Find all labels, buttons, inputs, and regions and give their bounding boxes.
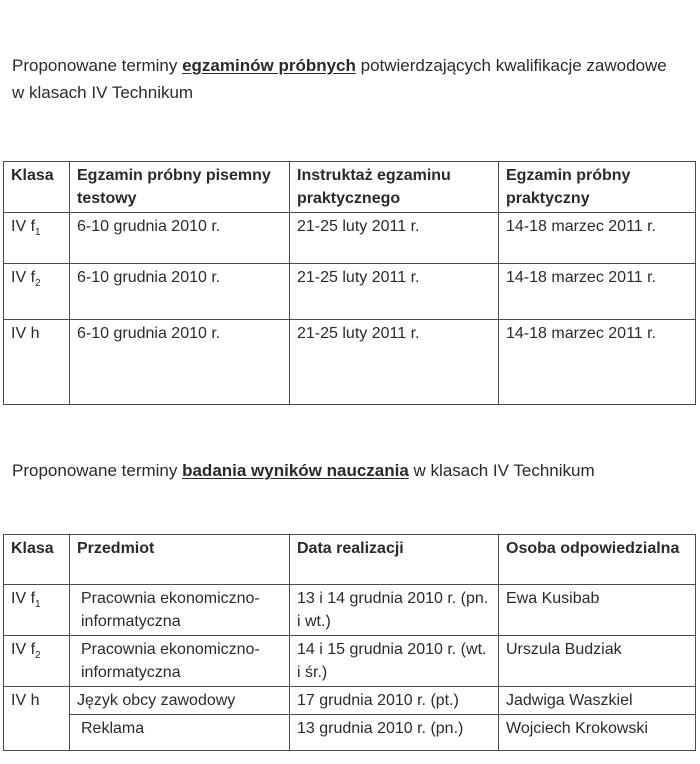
cell-data: 14 i 15 grudnia 2010 r. (wt. i śr.) xyxy=(290,636,499,687)
cell-osoba: Urszula Budziak xyxy=(499,636,696,687)
header-egzamin-pisemny: Egzamin próbny pisemny testowy xyxy=(70,162,290,213)
header-przedmiot: Przedmiot xyxy=(70,535,290,585)
cell-instruktaz: 21-25 luty 2011 r. xyxy=(290,213,499,264)
cell-klasa xyxy=(4,213,70,264)
cell-przedmiot: Pracownia ekonomiczno-informatyczna xyxy=(70,636,290,687)
klasa-subscript: 2 xyxy=(35,278,41,290)
table-row xyxy=(4,687,696,715)
cell-osoba: Ewa Kusibab xyxy=(499,585,696,636)
header-data-realizacji: Data realizacji xyxy=(290,535,499,585)
cell-klasa xyxy=(4,585,70,636)
results-survey-table xyxy=(3,534,696,751)
cell-pisemny: 6-10 grudnia 2010 r. xyxy=(70,213,290,264)
cell-klasa xyxy=(4,687,70,751)
klasa-text: IV f xyxy=(11,269,36,286)
klasa-text: IV f xyxy=(11,218,36,235)
table-row xyxy=(4,320,696,405)
intro-text-before: Proponowane terminy xyxy=(12,461,183,480)
intro-emphasis: badania wyników nauczania xyxy=(182,461,409,480)
table-row xyxy=(4,585,696,636)
klasa-text: IV h xyxy=(11,692,40,709)
header-egzamin-praktyczny: Egzamin próbny praktyczny xyxy=(499,162,696,213)
header-instruktaz: Instruktaż egzaminu praktycznego xyxy=(290,162,499,213)
cell-przedmiot: Język obcy zawodowy xyxy=(70,687,290,715)
cell-data: 17 grudnia 2010 r. (pt.) xyxy=(290,687,499,715)
cell-przedmiot: Reklama xyxy=(70,715,290,751)
intro-emphasis: egzaminów próbnych xyxy=(182,56,356,75)
cell-klasa xyxy=(4,636,70,687)
table-header-row xyxy=(4,162,696,213)
klasa-text: IV f xyxy=(11,590,36,607)
cell-klasa xyxy=(4,264,70,320)
table-row xyxy=(4,264,696,320)
cell-osoba: Wojciech Krokowski xyxy=(499,715,696,751)
header-klasa: Klasa xyxy=(4,535,70,585)
cell-osoba: Jadwiga Waszkiel xyxy=(499,687,696,715)
exam-schedule-intro xyxy=(12,52,672,106)
klasa-subscript: 2 xyxy=(35,650,41,662)
intro-text-before: Proponowane terminy xyxy=(12,56,183,75)
header-osoba-odpowiedzialna: Osoba odpowiedzialna xyxy=(499,535,696,585)
header-klasa: Klasa xyxy=(4,162,70,213)
klasa-text: IV f xyxy=(11,641,36,658)
table-row xyxy=(4,715,696,751)
cell-pisemny: 6-10 grudnia 2010 r. xyxy=(70,264,290,320)
table-row xyxy=(4,213,696,264)
cell-pisemny: 6-10 grudnia 2010 r. xyxy=(70,320,290,405)
cell-data: 13 grudnia 2010 r. (pn.) xyxy=(290,715,499,751)
cell-praktyczny: 14-18 marzec 2011 r. xyxy=(499,213,696,264)
results-survey-intro xyxy=(12,457,672,484)
klasa-subscript: 1 xyxy=(35,599,41,611)
exam-schedule-table xyxy=(3,161,696,405)
intro-text-after: w klasach IV Technikum xyxy=(408,461,595,480)
table-row xyxy=(4,636,696,687)
cell-praktyczny: 14-18 marzec 2011 r. xyxy=(499,320,696,405)
cell-praktyczny: 14-18 marzec 2011 r. xyxy=(499,264,696,320)
cell-przedmiot: Pracownia ekonomiczno-informatyczna xyxy=(70,585,290,636)
cell-instruktaz: 21-25 luty 2011 r. xyxy=(290,264,499,320)
cell-data: 13 i 14 grudnia 2010 r. (pn. i wt.) xyxy=(290,585,499,636)
klasa-text: IV h xyxy=(11,325,40,342)
klasa-subscript: 1 xyxy=(35,227,41,239)
cell-instruktaz: 21-25 luty 2011 r. xyxy=(290,320,499,405)
cell-klasa xyxy=(4,320,70,405)
intro-text-after: potwierdzających kwalifikacje zawodowe w klasach IV Technikum xyxy=(12,56,667,102)
table-header-row xyxy=(4,535,696,585)
